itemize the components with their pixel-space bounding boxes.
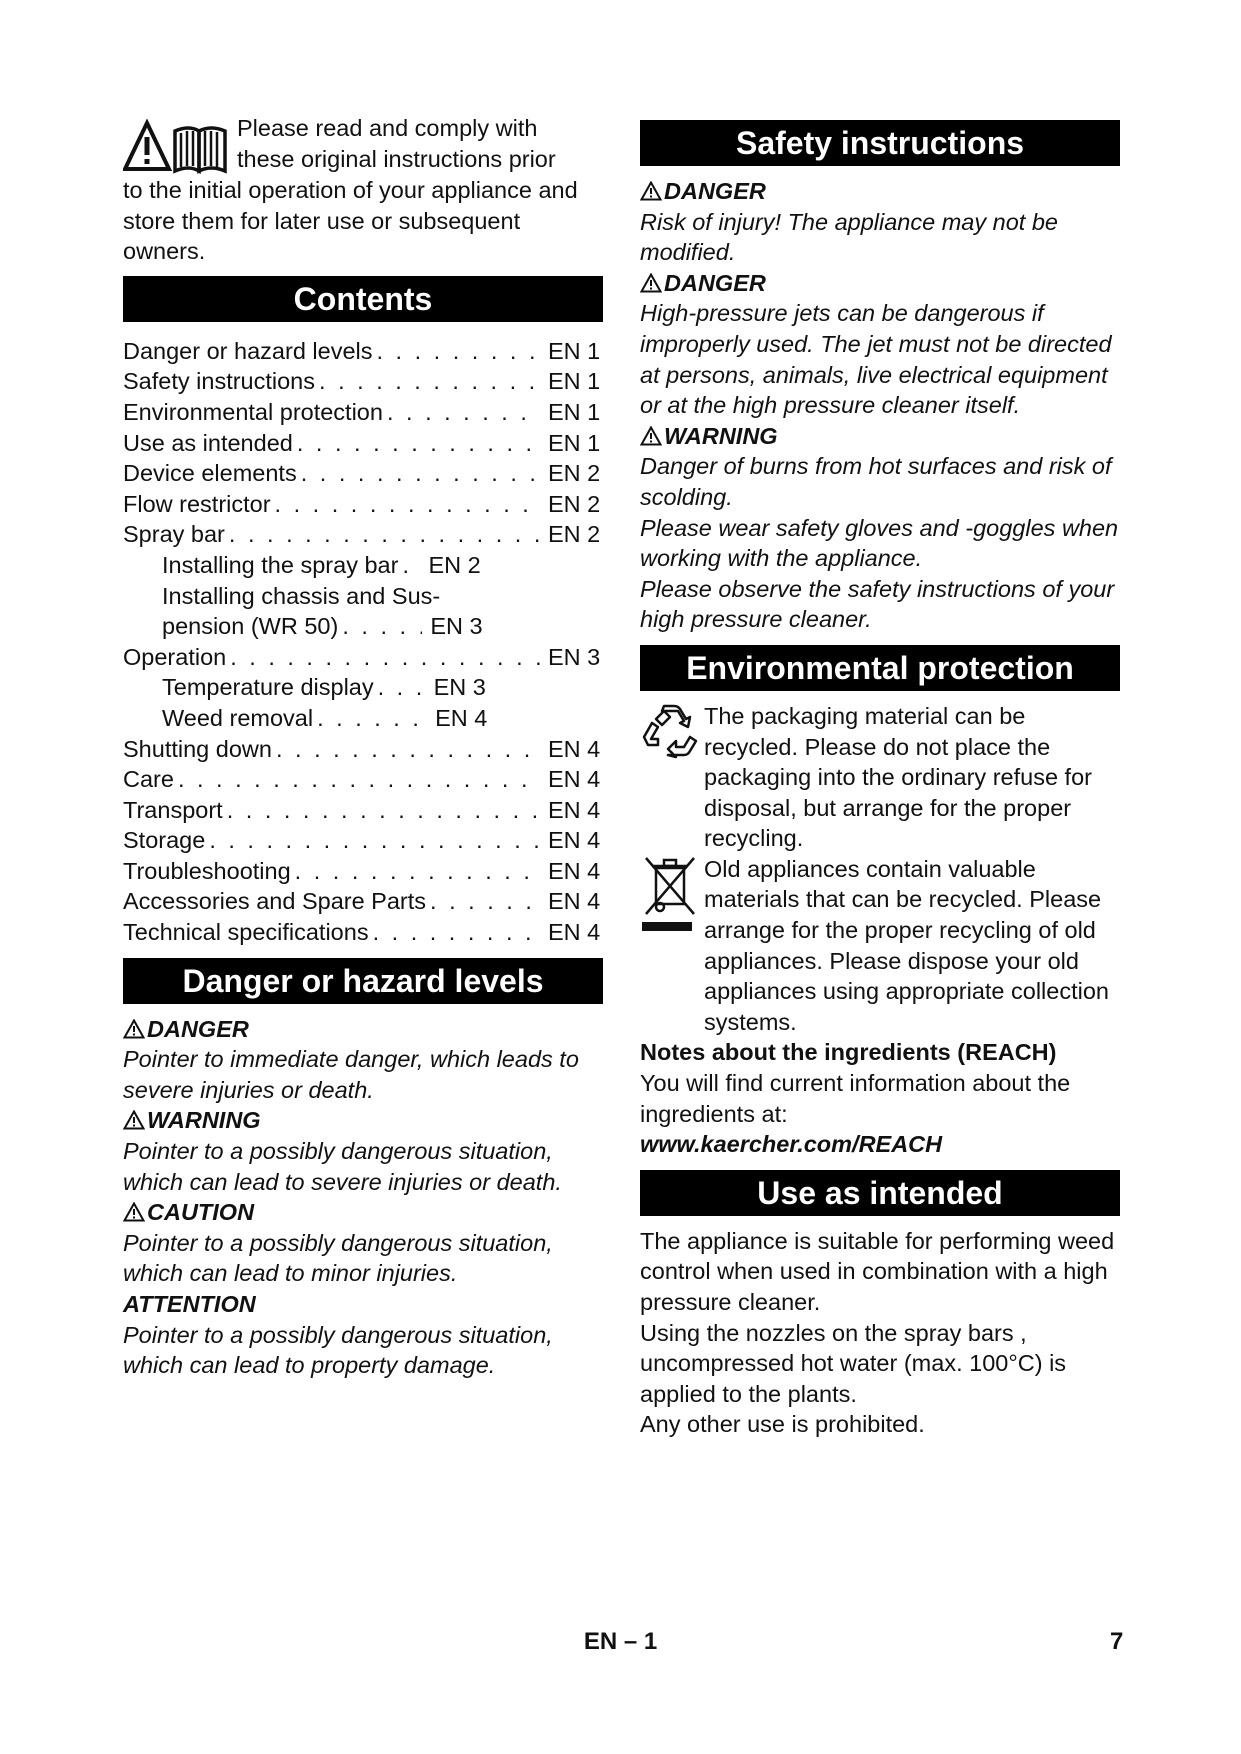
packaging-text: The packaging material can be recycled. Please do not place the packaging into the ordinary refuse for disposal, but arrange for the proper recycling. bbox=[704, 702, 1092, 852]
intro-text: to the initial operation of your appliance and store them for later use or subsequent owners. bbox=[123, 177, 578, 265]
toc-subitem[interactable]: Weed removal . . . EN 4 bbox=[123, 703, 603, 734]
caution-label: CAUTION bbox=[123, 1197, 603, 1228]
reach-link[interactable]: www.kaercher.com/REACH bbox=[640, 1131, 943, 1158]
safety-section bbox=[640, 176, 1120, 635]
recycle-icon bbox=[640, 703, 700, 761]
warning-label: WARNING bbox=[640, 421, 1120, 452]
warning-read-manual-icon bbox=[123, 119, 233, 175]
footer-label: EN – 1 bbox=[583, 1628, 658, 1655]
danger-label: DANGER bbox=[640, 176, 1120, 207]
toc-subitem[interactable]: Installing chassis and Sus- bbox=[162, 582, 441, 609]
safety-instructions-heading: Safety instructions bbox=[640, 120, 1120, 166]
hazard-levels-heading: Danger or hazard levels bbox=[123, 958, 603, 1004]
left-column bbox=[123, 113, 603, 1381]
caution-description: Pointer to a possibly dangerous situation, which can lead to minor injuries. bbox=[123, 1229, 553, 1287]
reach-text: You will find current information about the ingredients at: bbox=[640, 1070, 1071, 1127]
table-of-contents bbox=[123, 336, 603, 948]
warning-triangle-icon bbox=[123, 1019, 145, 1039]
use-section bbox=[640, 1226, 1120, 1440]
intro-line-1: Please read and comply with bbox=[237, 115, 538, 141]
toc-item[interactable]: Shutting down . . . EN 4 bbox=[123, 734, 603, 765]
attention-label: ATTENTION bbox=[123, 1291, 256, 1317]
intro bbox=[123, 113, 603, 175]
toc-item[interactable]: Device elements . . . EN 2 bbox=[123, 458, 603, 489]
toc-item[interactable]: Safety instructions . . . EN 1 bbox=[123, 366, 603, 397]
toc-item[interactable]: Spray bar . . . EN 2 bbox=[123, 519, 603, 550]
right-column bbox=[640, 120, 1120, 1440]
toc-item[interactable]: Use as intended . . . EN 1 bbox=[123, 428, 603, 459]
environmental-protection-heading: Environmental protection bbox=[640, 645, 1120, 691]
contents-heading: Contents bbox=[123, 276, 603, 322]
toc-item[interactable]: Danger or hazard levels . . . EN 1 bbox=[123, 336, 603, 367]
use-text: The appliance is suitable for performing weed control when used in combination with a high pressure cleaner. bbox=[640, 1227, 1115, 1315]
toc-item[interactable]: Environmental protection . . . EN 1 bbox=[123, 397, 603, 428]
old-appliances-note bbox=[640, 854, 1120, 1038]
warning-triangle-icon bbox=[123, 1202, 145, 1222]
toc-item[interactable]: Troubleshooting . . . EN 4 bbox=[123, 856, 603, 887]
environment-section bbox=[640, 701, 1120, 1160]
warning-description: Please wear safety gloves and -goggles when working with the appliance. bbox=[640, 514, 1119, 572]
old-appliances-text: Old appliances contain valuable materials that can be recycled. Please arrange for the proper recycling of old appliances. Please dispose your old appliances using appropriate collection systems. bbox=[704, 855, 1109, 1035]
toc-item[interactable]: Flow restrictor . . . EN 2 bbox=[123, 489, 603, 520]
warning-description: Danger of burns from hot surfaces and risk of scolding. bbox=[640, 453, 1112, 510]
danger-description: High-pressure jets can be dangerous if improperly used. The jet must not be directed at persons, animals, live electrical equipment or at the high pressure cleaner itself. bbox=[640, 300, 1112, 419]
use-as-intended-heading: Use as intended bbox=[640, 1170, 1120, 1216]
crossed-bin-icon bbox=[640, 854, 700, 944]
warning-triangle-icon bbox=[640, 273, 662, 293]
danger-description: Risk of injury! The appliance may not be modified. bbox=[640, 208, 1058, 266]
warning-label: WARNING bbox=[123, 1105, 603, 1136]
toc-subitem[interactable]: Installing the spray bar . . . EN 2 bbox=[123, 550, 603, 581]
warning-description: Pointer to a possibly dangerous situation, which can lead to severe injuries or death. bbox=[123, 1138, 562, 1195]
packaging-note bbox=[640, 701, 1120, 854]
toc-item[interactable]: Accessories and Spare Parts . . . EN 4 bbox=[123, 886, 603, 917]
toc-subitem[interactable]: pension (WR 50) . . . EN 3 bbox=[123, 611, 603, 642]
intro-line-2: these original instructions prior bbox=[237, 145, 556, 172]
danger-description: Pointer to immediate danger, which leads to severe injuries or death. bbox=[123, 1046, 579, 1103]
page-number: 7 bbox=[1110, 1628, 1124, 1655]
toc-subitem[interactable]: Temperature display . . . EN 3 bbox=[123, 672, 603, 703]
warning-triangle-icon bbox=[123, 1110, 145, 1130]
danger-label: DANGER bbox=[640, 268, 1120, 299]
toc-item[interactable]: Transport . . . EN 4 bbox=[123, 795, 603, 826]
warning-triangle-icon bbox=[640, 426, 662, 446]
use-text: Using the nozzles on the spray bars , uncompressed hot water (max. 100°C) is applied to the plants. bbox=[640, 1319, 1067, 1407]
warning-description: Please observe the safety instructions of your high pressure cleaner. bbox=[640, 575, 1115, 633]
toc-item[interactable]: Care . . . EN 4 bbox=[123, 764, 603, 795]
use-text: Any other use is prohibited. bbox=[640, 1411, 925, 1438]
toc-item[interactable]: Technical specifications . . . EN 4 bbox=[123, 917, 603, 948]
hazard-levels-section bbox=[123, 1014, 603, 1381]
attention-description: Pointer to a possibly dangerous situation, which can lead to property damage. bbox=[123, 1321, 553, 1379]
toc-item[interactable]: Operation . . . EN 3 bbox=[123, 642, 603, 673]
warning-triangle-icon bbox=[640, 181, 662, 201]
toc-item[interactable]: Storage . . . EN 4 bbox=[123, 825, 603, 856]
reach-heading: Notes about the ingredients (REACH) bbox=[640, 1039, 1057, 1066]
danger-label: DANGER bbox=[123, 1014, 603, 1045]
